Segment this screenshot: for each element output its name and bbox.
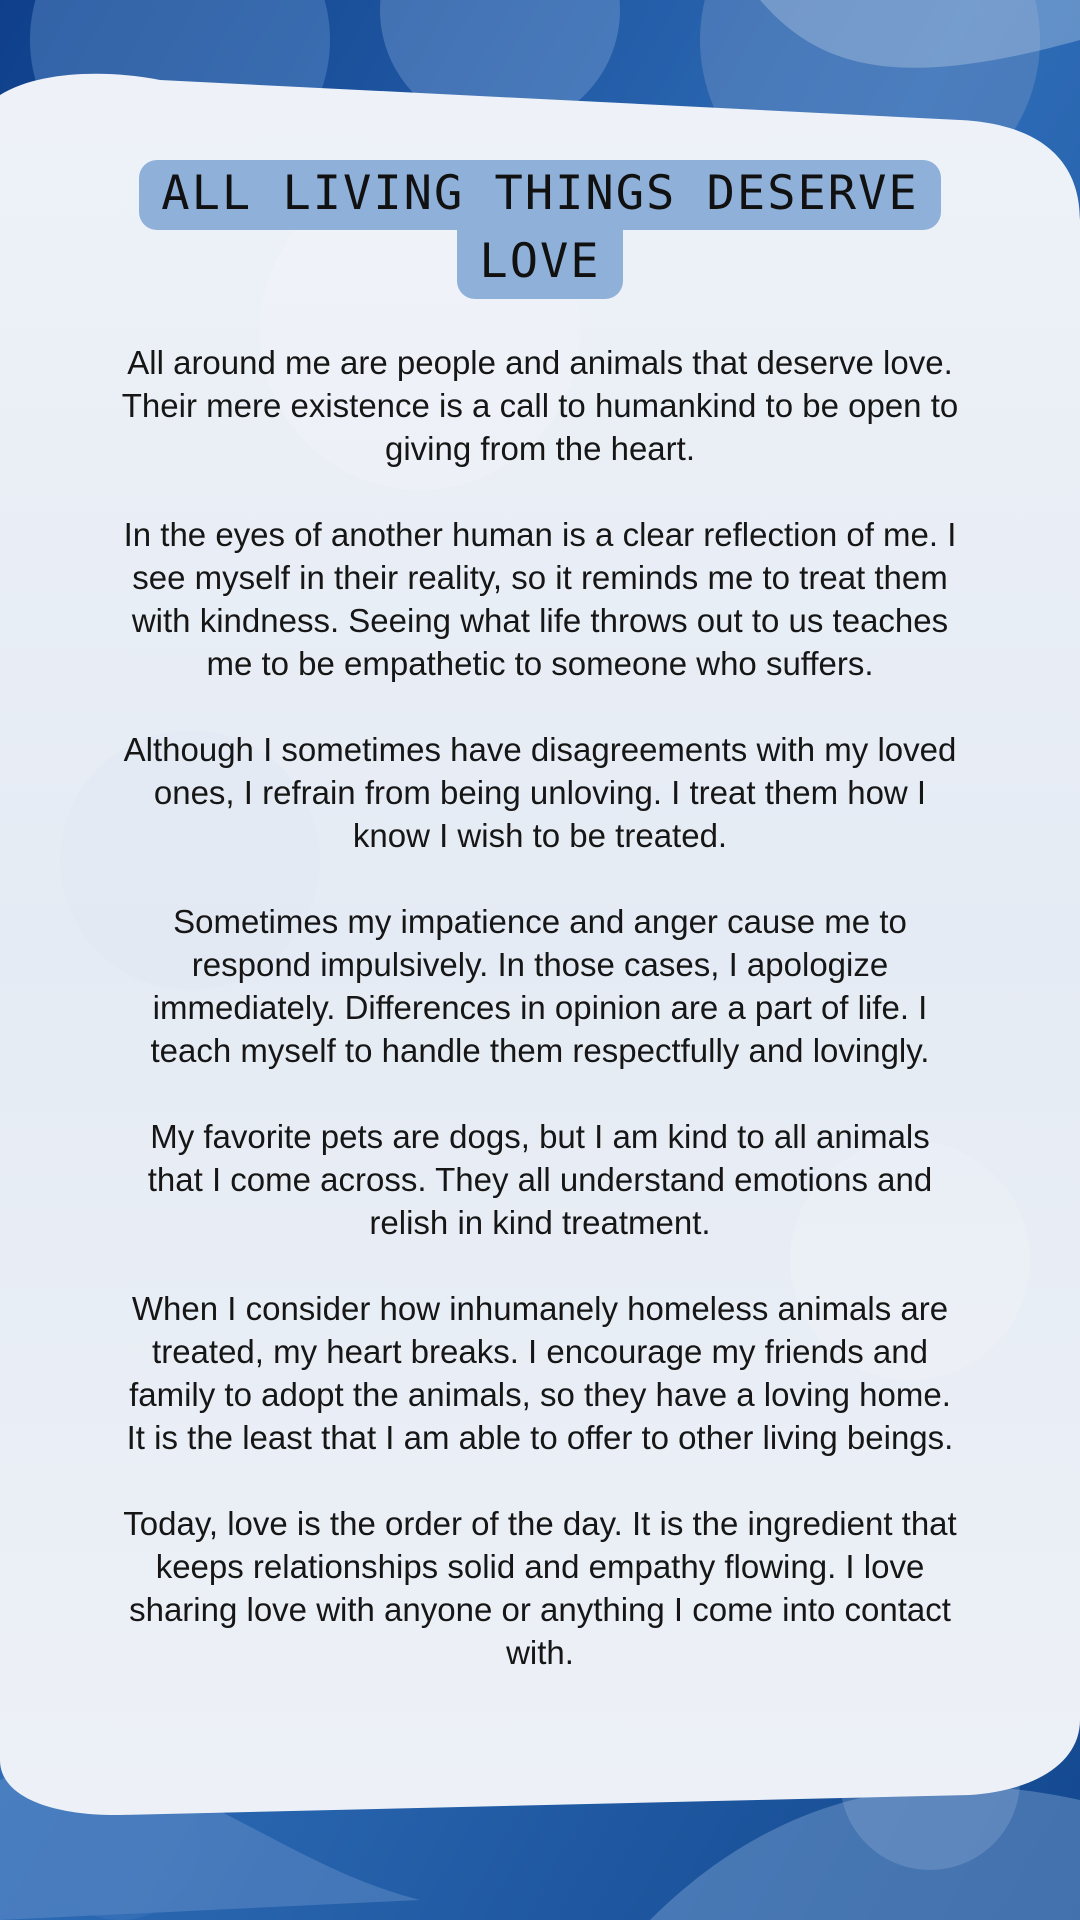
title-line-2: LOVE [457,228,622,298]
paragraph-1: All around me are people and animals that deserve love. Their mere existence is a call to humankind to be open to giving from the heart. [121,343,959,467]
paragraph-7: Today, love is the order of the day. It is the ingredient that keeps relationships solid and empathy flowing. I love sharing love with anyone or anything I come into contact with. [123,1504,957,1671]
paragraph-3: Although I sometimes have disagreements with my loved ones, I refrain from being unloving. I treat them how I know I wish to be treated. [123,730,957,854]
paragraph-6: When I consider how inhumanely homeless animals are treated, my heart breaks. I encourage my friends and family to adopt the animals, so they have a loving home. It is the least that I am able to offer to other living beings. [126,1289,954,1456]
title-line-1: ALL LIVING THINGS DESERVE [139,160,940,230]
content [120,160,960,1717]
paragraph-4: Sometimes my impatience and anger cause me to respond impulsively. In those cases, I apologize immediately. Differences in opinion are a part of life. I teach myself to handle them respectfully and lovingly. [150,902,930,1069]
paragraph-5: My favorite pets are dogs, but I am kind to all animals that I come across. They all understand emotions and relish in kind treatment. [147,1117,933,1241]
paragraph-2: In the eyes of another human is a clear reflection of me. I see myself in their reality, so it reminds me to treat them with kindness. Seeing what life throws out to us teaches me to be empathetic to someone who suffers. [123,515,957,682]
page-title [120,160,960,299]
